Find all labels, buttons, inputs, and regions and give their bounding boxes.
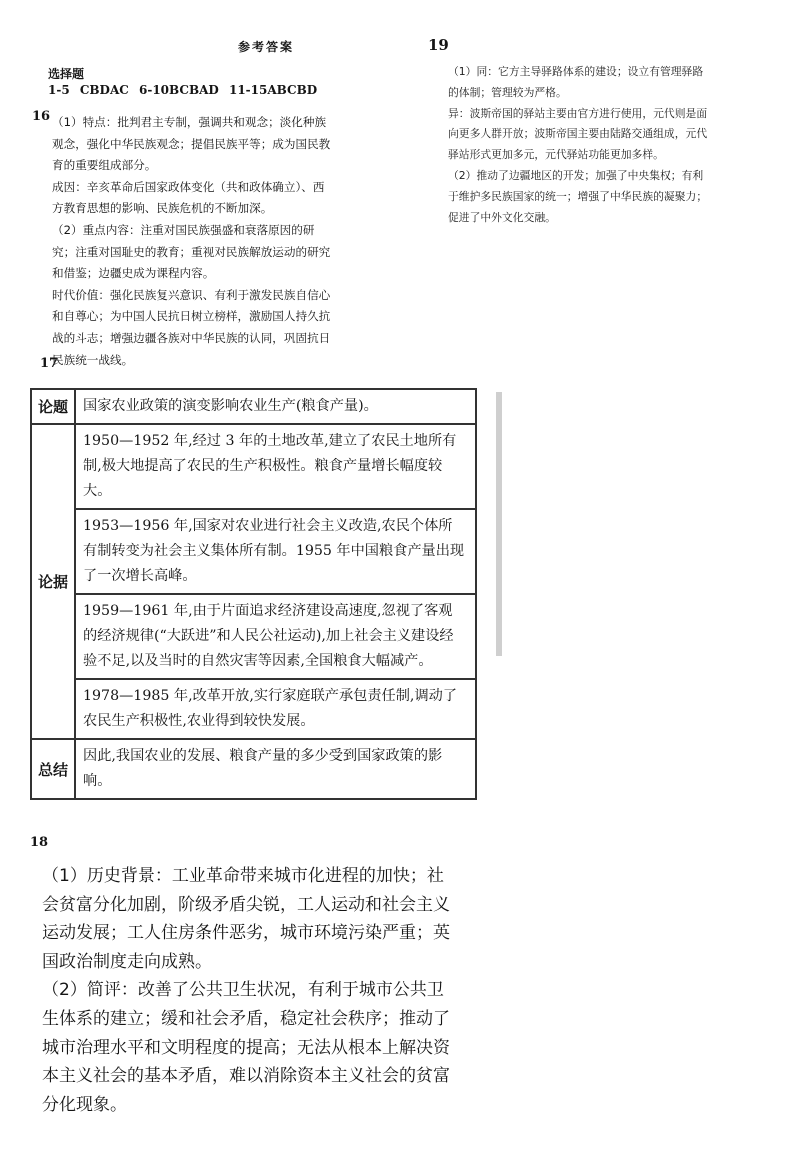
text-line: 究；注重对国耻史的教育；重视对民族解放运动的研究 bbox=[52, 244, 331, 259]
question-17-number: 17 bbox=[40, 356, 59, 371]
table-row bbox=[31, 679, 476, 739]
evidence-cell: 1978—1985 年,改革开放,实行家庭联产承包责任制,调动了农民生产积极性,农业得到较快发展。 bbox=[75, 679, 476, 739]
text-line: （1）历史背景：工业革命带来城市化进程的加快；社 bbox=[42, 866, 444, 886]
multiple-choice-answers: 1-5 CBDAC 6-10BCBAD 11-15ABCBD bbox=[48, 83, 318, 97]
text-line: （1）同：它方主导驿路体系的建设；设立有管理驿路 bbox=[448, 65, 704, 78]
summary-cell: 因此,我国农业的发展、粮食产量的多少受到国家政策的影响。 bbox=[75, 739, 476, 799]
evidence-cell: 1959—1961 年,由于片面追求经济建设高速度,忽视了客观的经济规律(“大跃进”和人民公社运动),加上社会主义建设经验不足,以及当时的自然灾害等因素,全国粮食大幅减产。 bbox=[75, 594, 476, 679]
topic-cell: 国家农业政策的演变影响农业生产(粮食产量)。 bbox=[75, 389, 476, 424]
text-line: 会贫富分化加剧，阶级矛盾尖锐，工人运动和社会主义 bbox=[42, 894, 450, 915]
text-line: 和借鉴；边疆史成为课程内容。 bbox=[52, 266, 215, 281]
text-line: （2）重点内容：注重对国民族强盛和衰落原因的研 bbox=[52, 222, 315, 237]
text-line: 时代价值：强化民族复兴意识、有利于激发民族自信心 bbox=[52, 287, 331, 302]
question-18-answer bbox=[42, 862, 532, 1119]
text-line: 异：波斯帝国的驿站主要由官方进行使用，元代则是面 bbox=[448, 106, 708, 120]
text-line: 促进了中外文化交融。 bbox=[448, 210, 556, 224]
table-row bbox=[31, 389, 476, 424]
text-line: 于维护多民族国家的统一；增强了中华民族的凝聚力； bbox=[448, 189, 708, 203]
text-line: 和自尊心；为中国人民抗日树立榜样，激励国人持久抗 bbox=[52, 309, 331, 324]
text-line: （2）简评：改善了公共卫生状况，有利于城市公共卫 bbox=[42, 980, 444, 1001]
text-line: 国政治制度走向成熟。 bbox=[42, 951, 212, 972]
scan-scrollbar-mark bbox=[496, 392, 502, 656]
text-line: 城市治理水平和文明程度的提高；无法从根本上解决资 bbox=[42, 1037, 450, 1058]
question-19-number: 19 bbox=[428, 36, 449, 54]
text-line: 驿站形式更加多元，元代驿站功能更加多样。 bbox=[448, 148, 664, 162]
text-line: 本主义社会的基本矛盾，难以消除资本主义社会的贫富 bbox=[42, 1066, 450, 1087]
text-line: 观念，强化中华民族观念；提倡民族平等；成为国民教 bbox=[52, 136, 331, 151]
summary-label: 总结 bbox=[31, 739, 75, 799]
table-row bbox=[31, 594, 476, 679]
question-18-number: 18 bbox=[30, 835, 49, 850]
text-line: 生体系的建立；缓和社会矛盾，稳定社会秩序；推动了 bbox=[42, 1008, 450, 1029]
page-title: 参考答案 bbox=[238, 40, 295, 54]
text-line: （1）特点：批判君主专制，强调共和观念；淡化种族 bbox=[52, 115, 327, 129]
question-16-number: 16 bbox=[32, 109, 51, 124]
text-line: 战的斗志；增强边疆各族对中华民族的认同，巩固抗日 bbox=[52, 330, 331, 345]
question-17-table bbox=[30, 388, 477, 800]
text-line: 育的重要组成部分。 bbox=[52, 158, 157, 173]
question-16-answer bbox=[52, 112, 436, 371]
text-line: 的体制；管理较为严格。 bbox=[448, 85, 567, 99]
multiple-choice-heading: 选择题 bbox=[48, 67, 85, 81]
table-row bbox=[31, 424, 476, 509]
text-line: 运动发展；工人住房条件恶劣，城市环境污染严重；英 bbox=[42, 923, 450, 944]
text-line: 向更多人群开放；波斯帝国主要由陆路交通组成，元代 bbox=[448, 127, 708, 141]
evidence-label: 论据 bbox=[31, 424, 75, 739]
text-line: 民族统一战线。 bbox=[52, 352, 134, 367]
topic-label: 论题 bbox=[31, 389, 75, 424]
table-row bbox=[31, 739, 476, 799]
text-line: （2）推动了边疆地区的开发；加强了中央集权；有利 bbox=[448, 168, 704, 182]
text-line: 分化现象。 bbox=[42, 1094, 127, 1115]
evidence-cell: 1950—1952 年,经过 3 年的土地改革,建立了农民土地所有制,极大地提高了农民的生产积极性。粮食产量增长幅度较大。 bbox=[75, 424, 476, 509]
question-19-answer bbox=[448, 62, 788, 228]
table-row bbox=[31, 509, 476, 594]
text-line: 成因：辛亥革命后国家政体变化（共和政体确立）、西 bbox=[52, 179, 325, 194]
evidence-cell: 1953—1956 年,国家对农业进行社会主义改造,农民个体所有制转变为社会主义集体所有制。1955 年中国粮食产量出现了一次增长高峰。 bbox=[75, 509, 476, 594]
text-line: 方教育思想的影响、民族危机的不断加深。 bbox=[52, 201, 273, 216]
